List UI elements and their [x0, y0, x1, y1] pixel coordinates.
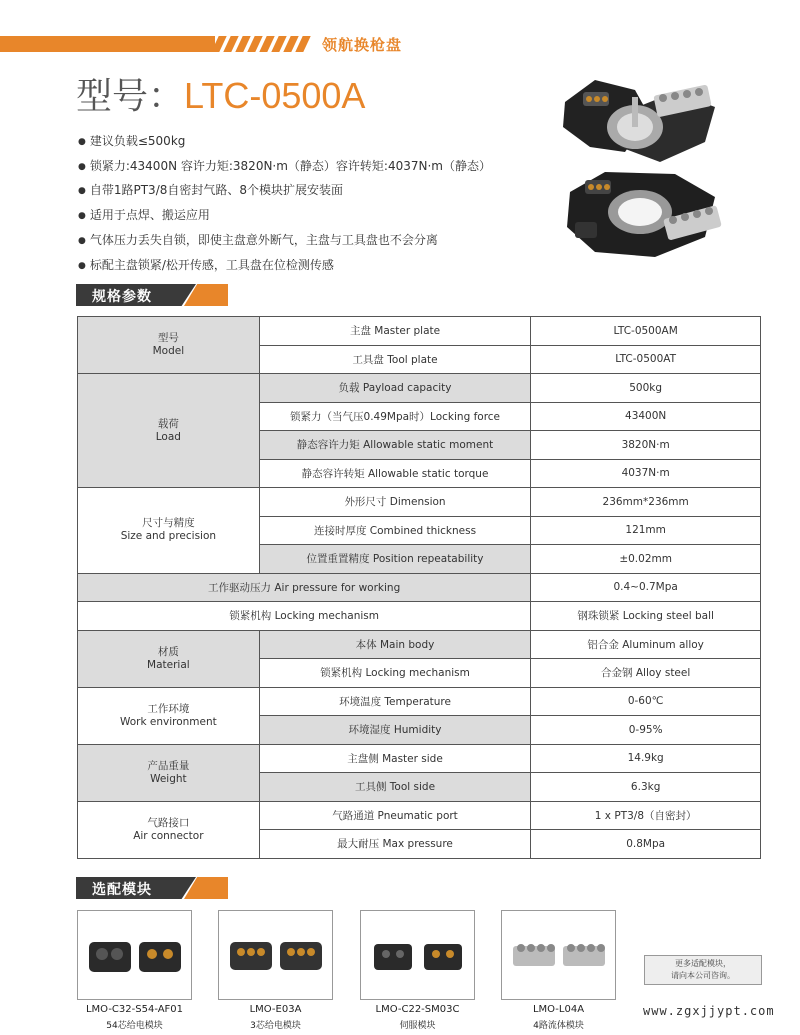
spec-label: 工具侧 Tool side	[259, 773, 531, 802]
module-name: LMO-E03A	[249, 1004, 302, 1015]
spec-label: 主盘侧 Master side	[259, 744, 531, 773]
model-title	[76, 74, 365, 119]
model-label: 型号：	[76, 76, 185, 117]
module-image	[218, 910, 333, 1000]
spec-value: 43400N	[531, 402, 761, 431]
module-name: LMO-C22-SM03C	[375, 1004, 460, 1015]
tool-plate-illustration	[567, 172, 722, 257]
spec-label: 本体 Main body	[259, 630, 531, 659]
group-load: 载荷 Load	[78, 374, 260, 488]
spec-value: 0-60℃	[531, 687, 761, 716]
spec-label: 锁紧力（当气压0.49Mpa时）Locking force	[259, 402, 531, 431]
feature-item: ● 标配主盘锁紧/松开传感，工具盘在位检测传感	[78, 254, 491, 279]
spec-value: 14.9kg	[531, 744, 761, 773]
module-desc: 伺服模块	[399, 1021, 436, 1031]
module-desc: 4路流体模块	[533, 1021, 584, 1031]
spec-label: 主盘 Master plate	[259, 317, 531, 346]
spec-value: LTC-0500AM	[531, 317, 761, 346]
module-card	[218, 910, 333, 1031]
table-row	[78, 801, 761, 830]
module-card	[360, 910, 475, 1031]
group-material: 材质 Material	[78, 630, 260, 687]
spec-value: 0.4~0.7Mpa	[531, 573, 761, 602]
spec-value: 121mm	[531, 516, 761, 545]
spec-value: 0-95%	[531, 716, 761, 745]
brand-title: 领航换枪盘	[322, 36, 403, 54]
spec-value: 1 x PT3/8（自密封）	[531, 801, 761, 830]
header-band	[0, 36, 800, 54]
tool-changer-image	[555, 72, 735, 272]
spec-label: 位置重置精度 Position repeatability	[259, 545, 531, 574]
spec-table	[77, 316, 761, 859]
spec-label: 静态容许转矩 Allowable static torque	[259, 459, 531, 488]
spec-value: LTC-0500AT	[531, 345, 761, 374]
table-row	[78, 687, 761, 716]
group-size: 尺寸与精度 Size and precision	[78, 488, 260, 574]
feature-item: ● 气体压力丢失自锁，即使主盘意外断气，主盘与工具盘也不会分离	[78, 229, 491, 254]
spec-label: 最大耐压 Max pressure	[259, 830, 531, 859]
group-model: 型号 Model	[78, 317, 260, 374]
feature-item: ● 适用于点焊、搬运应用	[78, 204, 491, 229]
table-row	[78, 317, 761, 346]
feature-item: ● 锁紧力:43400N 容许力矩:3820N·m（静态）容许转矩:4037N·m（静态）	[78, 155, 491, 180]
spec-value: 3820N·m	[531, 431, 761, 460]
module-image	[77, 910, 192, 1000]
spec-label: 工具盘 Tool plate	[259, 345, 531, 374]
spec-value: 4037N·m	[531, 459, 761, 488]
table-row	[78, 630, 761, 659]
spec-value: 6.3kg	[531, 773, 761, 802]
spec-value: 铝合金 Aluminum alloy	[531, 630, 761, 659]
group-env: 工作环境 Work environment	[78, 687, 260, 744]
spec-section-tab	[76, 284, 228, 306]
module-desc: 3芯给电模块	[250, 1021, 301, 1031]
spec-value: 236mm*236mm	[531, 488, 761, 517]
table-row	[78, 744, 761, 773]
table-row	[78, 374, 761, 403]
module-card	[77, 910, 192, 1031]
module-desc: 54芯给电模块	[106, 1021, 163, 1031]
master-plate-illustration	[563, 80, 715, 162]
module-card	[501, 910, 616, 1031]
table-row	[78, 573, 761, 602]
spec-value: 0.8Mpa	[531, 830, 761, 859]
spec-label: 负载 Payload capacity	[259, 374, 531, 403]
modules-section-title: 选配模块	[92, 882, 152, 898]
module-image	[360, 910, 475, 1000]
spec-label: 连接时厚度 Combined thickness	[259, 516, 531, 545]
feature-list	[78, 130, 491, 278]
table-row	[78, 602, 761, 631]
model-value: LTC-0500A	[184, 75, 366, 116]
more-modules-note: 更多适配模块， 请向本公司咨询。	[644, 955, 762, 985]
module-name: LMO-C32-S54-AF01	[85, 1004, 184, 1015]
spec-label: 锁紧机构 Locking mechanism	[78, 602, 531, 631]
spec-value: 500kg	[531, 374, 761, 403]
spec-value: 合金钢 Alloy steel	[531, 659, 761, 688]
group-weight: 产品重量 Weight	[78, 744, 260, 801]
feature-item: ● 自带1路PT3/8自密封气路、8个模块扩展安装面	[78, 179, 491, 204]
spec-label: 气路通道 Pneumatic port	[259, 801, 531, 830]
spec-value: ±0.02mm	[531, 545, 761, 574]
module-name: LMO-L04A	[532, 1004, 585, 1015]
header-bar	[0, 36, 215, 52]
table-row	[78, 488, 761, 517]
modules-section-tab	[76, 877, 228, 899]
spec-label: 工作驱动压力 Air pressure for working	[78, 573, 531, 602]
feature-item: ● 建议负载≤500kg	[78, 130, 491, 155]
spec-label: 静态容许力矩 Allowable static moment	[259, 431, 531, 460]
spec-value: 钢珠锁紧 Locking steel ball	[531, 602, 761, 631]
spec-label: 锁紧机构 Locking mechanism	[259, 659, 531, 688]
group-air: 气路接口 Air connector	[78, 801, 260, 858]
website-url: www.zgxjjypt.com	[643, 1004, 775, 1018]
spec-label: 环境温度 Temperature	[259, 687, 531, 716]
spec-label: 环境湿度 Humidity	[259, 716, 531, 745]
spec-section-title: 规格参数	[92, 289, 152, 305]
spec-label: 外形尺寸 Dimension	[259, 488, 531, 517]
header-stripes	[215, 36, 307, 52]
module-image	[501, 910, 616, 1000]
